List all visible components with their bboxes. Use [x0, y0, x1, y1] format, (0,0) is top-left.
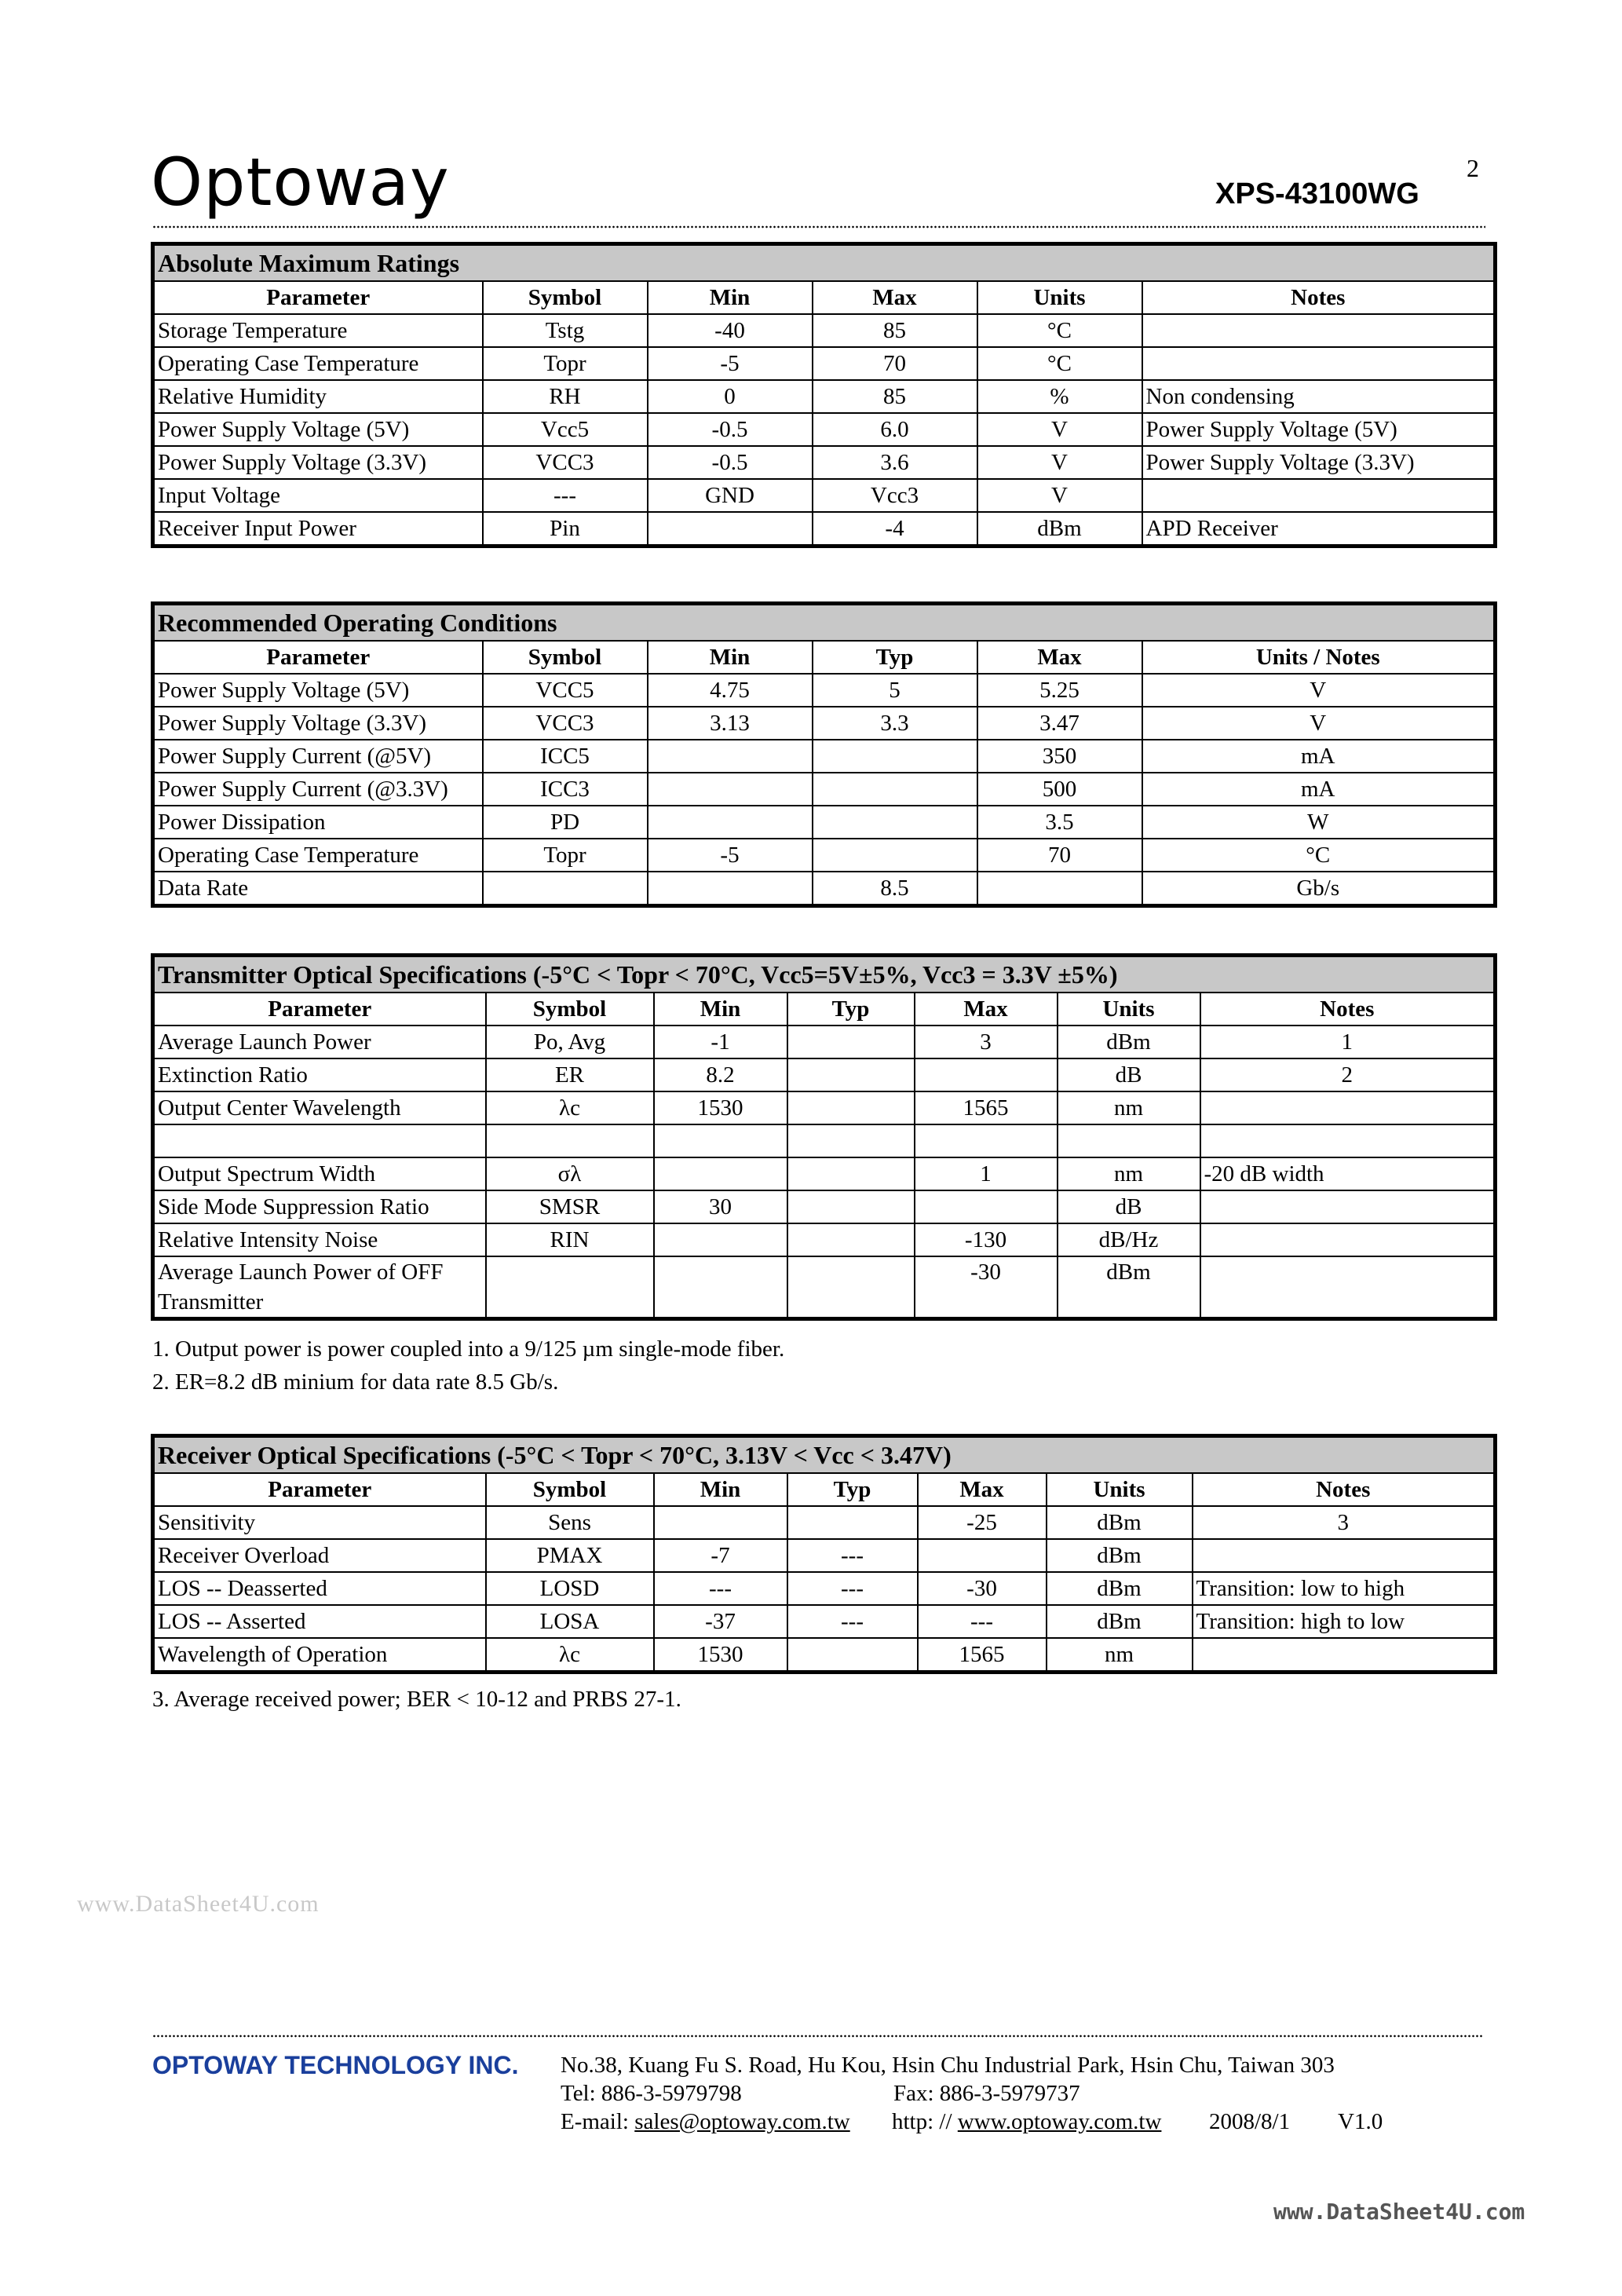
column-header: Parameter	[153, 281, 483, 314]
email-label: E-mail:	[561, 2109, 635, 2134]
notes-cell	[1193, 1638, 1496, 1673]
column-header: Max	[918, 1473, 1047, 1506]
table-row	[153, 806, 1496, 839]
notes-cell	[1193, 1539, 1496, 1572]
units-cell: °C	[977, 347, 1142, 380]
units-cell: V	[977, 446, 1142, 479]
min-cell: 1530	[654, 1091, 787, 1124]
max-cell	[915, 1124, 1058, 1157]
column-header: Parameter	[153, 641, 483, 674]
min-cell: 0	[648, 380, 813, 413]
table-row	[153, 707, 1496, 740]
min-cell: -1	[654, 1026, 787, 1058]
parameter-cell: Receiver Overload	[153, 1539, 486, 1572]
table-row	[153, 1124, 1496, 1157]
symbol-cell: Vcc5	[483, 413, 648, 446]
footer-date: 2008/8/1	[1209, 2109, 1291, 2134]
symbol-cell: LOSD	[486, 1572, 654, 1605]
column-header: Max	[977, 641, 1142, 674]
parameter-cell: Storage Temperature	[153, 314, 483, 347]
notes-cell: Transition: low to high	[1193, 1572, 1496, 1605]
typ-cell: 3.3	[813, 707, 977, 740]
parameter-cell: Power Supply Voltage (5V)	[153, 413, 483, 446]
symbol-cell: ICC5	[483, 740, 648, 773]
symbol-cell	[483, 872, 648, 906]
units-cell: dBm	[1058, 1026, 1200, 1058]
notes-cell: APD Receiver	[1142, 512, 1496, 547]
symbol-cell: RH	[483, 380, 648, 413]
parameter-cell: Data Rate	[153, 872, 483, 906]
units-cell: V	[1142, 674, 1496, 707]
parameter-cell: Output Center Wavelength	[153, 1091, 486, 1124]
parameter-cell	[153, 1124, 486, 1157]
symbol-cell: VCC3	[483, 707, 648, 740]
transmitter-note-2: 2. ER=8.2 dB minium for data rate 8.5 Gb/s.	[152, 1369, 559, 1395]
min-cell: 3.13	[648, 707, 813, 740]
typ-cell	[813, 806, 977, 839]
max-cell: 85	[813, 314, 977, 347]
min-cell: 1530	[654, 1638, 787, 1673]
table-header-row	[153, 641, 1496, 674]
notes-cell	[1200, 1256, 1496, 1319]
max-cell: 5.25	[977, 674, 1142, 707]
units-cell: dBm	[977, 512, 1142, 547]
watermark-right: www.DataSheet4U.com	[1273, 2199, 1525, 2225]
notes-cell: Non condensing	[1142, 380, 1496, 413]
column-header: Notes	[1193, 1473, 1496, 1506]
units-cell: dB/Hz	[1058, 1223, 1200, 1256]
min-cell	[654, 1256, 787, 1319]
table-title: Receiver Optical Specifications (-5°C < Topr < 70°C, 3.13V < Vcc < 3.47V)	[153, 1436, 1496, 1474]
table-row	[153, 413, 1496, 446]
parameter-cell: Power Dissipation	[153, 806, 483, 839]
company-logo: Optoway	[151, 144, 450, 221]
min-cell: 4.75	[648, 674, 813, 707]
parameter-cell: Output Spectrum Width	[153, 1157, 486, 1190]
units-cell: nm	[1047, 1638, 1193, 1673]
table-row	[153, 1223, 1496, 1256]
symbol-cell: ER	[486, 1058, 654, 1091]
symbol-cell: λc	[486, 1091, 654, 1124]
typ-cell	[787, 1506, 918, 1539]
typ-cell	[787, 1026, 915, 1058]
symbol-cell	[486, 1256, 654, 1319]
symbol-cell: Topr	[483, 347, 648, 380]
parameter-cell: Power Supply Current (@5V)	[153, 740, 483, 773]
watermark-left: www.DataSheet4U.com	[77, 1891, 320, 1917]
column-header: Symbol	[483, 641, 648, 674]
table-row	[153, 773, 1496, 806]
units-cell: dBm	[1047, 1506, 1193, 1539]
parameter-cell: Sensitivity	[153, 1506, 486, 1539]
symbol-cell: Topr	[483, 839, 648, 872]
min-cell	[648, 740, 813, 773]
receiver-note: 3. Average received power; BER < 10-12 and PRBS 27-1.	[152, 1687, 681, 1712]
units-cell: dB	[1058, 1190, 1200, 1223]
notes-cell: Power Supply Voltage (5V)	[1142, 413, 1496, 446]
notes-cell: Transition: high to low	[1193, 1605, 1496, 1638]
max-cell: 85	[813, 380, 977, 413]
units-cell: W	[1142, 806, 1496, 839]
table-row	[153, 512, 1496, 547]
table-row	[153, 1539, 1496, 1572]
typ-cell: ---	[787, 1539, 918, 1572]
min-cell	[654, 1506, 787, 1539]
max-cell	[915, 1058, 1058, 1091]
max-cell: Vcc3	[813, 479, 977, 512]
min-cell	[648, 872, 813, 906]
table-row	[153, 1026, 1496, 1058]
max-cell: 3.5	[977, 806, 1142, 839]
footer-address: No.38, Kuang Fu S. Road, Hu Kou, Hsin Chu Industrial Park, Hsin Chu, Taiwan 303	[561, 2053, 1335, 2078]
footer-email-line	[561, 2109, 850, 2135]
typ-cell	[787, 1124, 915, 1157]
symbol-cell: Pin	[483, 512, 648, 547]
column-header: Typ	[787, 993, 915, 1026]
column-header: Min	[654, 1473, 787, 1506]
units-cell: mA	[1142, 773, 1496, 806]
min-cell: GND	[648, 479, 813, 512]
table-row	[153, 380, 1496, 413]
table-row	[153, 347, 1496, 380]
parameter-cell: Power Supply Voltage (3.3V)	[153, 446, 483, 479]
column-header: Units	[977, 281, 1142, 314]
symbol-cell: LOSA	[486, 1605, 654, 1638]
typ-cell	[787, 1256, 915, 1319]
units-cell: nm	[1058, 1157, 1200, 1190]
max-cell: 1	[915, 1157, 1058, 1190]
transmitter-note-1: 1. Output power is power coupled into a 9/125 µm single-mode fiber.	[152, 1336, 785, 1362]
table-row	[153, 446, 1496, 479]
units-cell: mA	[1142, 740, 1496, 773]
min-cell: -5	[648, 347, 813, 380]
typ-cell	[787, 1157, 915, 1190]
header-divider	[152, 225, 1485, 229]
column-header: Notes	[1142, 281, 1496, 314]
column-header: Symbol	[486, 993, 654, 1026]
transmitter-optical-specifications-table	[151, 953, 1497, 1321]
notes-cell	[1142, 479, 1496, 512]
table-row	[153, 1256, 1496, 1319]
table-row	[153, 839, 1496, 872]
footer-company-name: OPTOWAY TECHNOLOGY INC.	[152, 2051, 519, 2079]
parameter-cell: LOS -- Deasserted	[153, 1572, 486, 1605]
parameter-cell: Side Mode Suppression Ratio	[153, 1190, 486, 1223]
http-label: http: //	[892, 2109, 958, 2134]
typ-cell	[787, 1638, 918, 1673]
notes-cell	[1200, 1190, 1496, 1223]
column-header: Min	[648, 281, 813, 314]
typ-cell	[787, 1223, 915, 1256]
symbol-cell: VCC5	[483, 674, 648, 707]
min-cell: -37	[654, 1605, 787, 1638]
typ-cell: 5	[813, 674, 977, 707]
column-header: Max	[813, 281, 977, 314]
table-row	[153, 1157, 1496, 1190]
max-cell: -30	[918, 1572, 1047, 1605]
table-row	[153, 1605, 1496, 1638]
units-cell: dB	[1058, 1058, 1200, 1091]
symbol-cell: Sens	[486, 1506, 654, 1539]
parameter-cell: Operating Case Temperature	[153, 347, 483, 380]
notes-cell	[1200, 1223, 1496, 1256]
recommended-operating-conditions-table	[151, 601, 1497, 908]
table-row	[153, 1572, 1496, 1605]
min-cell: -0.5	[648, 413, 813, 446]
parameter-cell: Power Supply Voltage (3.3V)	[153, 707, 483, 740]
table-title: Absolute Maximum Ratings	[153, 244, 1496, 282]
column-header: Symbol	[483, 281, 648, 314]
column-header: Units	[1047, 1473, 1193, 1506]
parameter-cell: Wavelength of Operation	[153, 1638, 486, 1673]
max-cell: -4	[813, 512, 977, 547]
parameter-cell: Power Supply Current (@3.3V)	[153, 773, 483, 806]
footer-web-line	[892, 2109, 1161, 2135]
max-cell: 3.47	[977, 707, 1142, 740]
min-cell: -0.5	[648, 446, 813, 479]
column-header: Min	[648, 641, 813, 674]
column-header: Parameter	[153, 1473, 486, 1506]
notes-cell: -20 dB width	[1200, 1157, 1496, 1190]
column-header: Symbol	[486, 1473, 654, 1506]
table-header-row	[153, 1473, 1496, 1506]
notes-cell	[1200, 1124, 1496, 1157]
max-cell: 350	[977, 740, 1142, 773]
max-cell: 3.6	[813, 446, 977, 479]
min-cell: 8.2	[654, 1058, 787, 1091]
units-cell	[1058, 1124, 1200, 1157]
parameter-cell: Relative Intensity Noise	[153, 1223, 486, 1256]
table-row	[153, 674, 1496, 707]
units-cell: V	[1142, 707, 1496, 740]
max-cell	[915, 1190, 1058, 1223]
max-cell: 6.0	[813, 413, 977, 446]
column-header: Units / Notes	[1142, 641, 1496, 674]
units-cell: dBm	[1058, 1256, 1200, 1319]
table-row	[153, 1638, 1496, 1673]
max-cell: 500	[977, 773, 1142, 806]
symbol-cell: SMSR	[486, 1190, 654, 1223]
min-cell	[648, 773, 813, 806]
symbol-cell: ---	[483, 479, 648, 512]
parameter-cell: Extinction Ratio	[153, 1058, 486, 1091]
symbol-cell: RIN	[486, 1223, 654, 1256]
table-header-row	[153, 281, 1496, 314]
min-cell	[654, 1223, 787, 1256]
typ-cell	[813, 740, 977, 773]
units-cell: °C	[977, 314, 1142, 347]
max-cell: 1565	[915, 1091, 1058, 1124]
parameter-cell: Average Launch Power	[153, 1026, 486, 1058]
table-row	[153, 479, 1496, 512]
min-cell: -7	[654, 1539, 787, 1572]
max-cell: ---	[918, 1605, 1047, 1638]
units-cell: V	[977, 479, 1142, 512]
symbol-cell: ICC3	[483, 773, 648, 806]
table-row	[153, 1190, 1496, 1223]
footer-version: V1.0	[1338, 2109, 1383, 2134]
column-header: Notes	[1200, 993, 1496, 1026]
min-cell	[648, 512, 813, 547]
symbol-cell: VCC3	[483, 446, 648, 479]
typ-cell: ---	[787, 1572, 918, 1605]
parameter-cell: Operating Case Temperature	[153, 839, 483, 872]
parameter-cell: LOS -- Asserted	[153, 1605, 486, 1638]
typ-cell	[787, 1091, 915, 1124]
units-cell: dBm	[1047, 1605, 1193, 1638]
min-cell	[654, 1124, 787, 1157]
notes-cell: 3	[1193, 1506, 1496, 1539]
min-cell: -5	[648, 839, 813, 872]
page-number: 2	[1467, 154, 1479, 182]
symbol-cell: PD	[483, 806, 648, 839]
table-row	[153, 740, 1496, 773]
email-link[interactable]: sales@optoway.com.tw	[634, 2109, 850, 2134]
units-cell: nm	[1058, 1091, 1200, 1124]
max-cell: -25	[918, 1506, 1047, 1539]
symbol-cell: λc	[486, 1638, 654, 1673]
min-cell: ---	[654, 1572, 787, 1605]
column-header: Min	[654, 993, 787, 1026]
notes-cell: 1	[1200, 1026, 1496, 1058]
table-row	[153, 314, 1496, 347]
website-link[interactable]: www.optoway.com.tw	[957, 2109, 1162, 2134]
parameter-cell: Power Supply Voltage (5V)	[153, 674, 483, 707]
min-cell: -40	[648, 314, 813, 347]
symbol-cell: PMAX	[486, 1539, 654, 1572]
footer-divider	[152, 2034, 1484, 2038]
table-title: Recommended Operating Conditions	[153, 604, 1496, 642]
table-title: Transmitter Optical Specifications (-5°C < Topr < 70°C, Vcc5=5V±5%, Vcc3 = 3.3V ±5%)	[153, 956, 1496, 993]
footer-tel: Tel: 886-3-5979798	[561, 2081, 742, 2106]
units-cell: %	[977, 380, 1142, 413]
notes-cell	[1142, 314, 1496, 347]
absolute-maximum-ratings-table	[151, 242, 1497, 548]
max-cell: 1565	[918, 1638, 1047, 1673]
parameter-cell: Relative Humidity	[153, 380, 483, 413]
units-cell: V	[977, 413, 1142, 446]
parameter-cell: Average Launch Power of OFF Transmitter	[153, 1256, 486, 1319]
units-cell: dBm	[1047, 1539, 1193, 1572]
notes-cell: 2	[1200, 1058, 1496, 1091]
model-number: XPS-43100WG	[1215, 177, 1419, 210]
max-cell: 70	[977, 839, 1142, 872]
table-header-row	[153, 993, 1496, 1026]
table-row	[153, 1091, 1496, 1124]
column-header: Parameter	[153, 993, 486, 1026]
min-cell	[654, 1157, 787, 1190]
parameter-cell: Input Voltage	[153, 479, 483, 512]
symbol-cell	[486, 1124, 654, 1157]
table-row	[153, 872, 1496, 906]
typ-cell: ---	[787, 1605, 918, 1638]
typ-cell: 8.5	[813, 872, 977, 906]
table-row	[153, 1058, 1496, 1091]
max-cell: -130	[915, 1223, 1058, 1256]
notes-cell	[1142, 347, 1496, 380]
column-header: Typ	[787, 1473, 918, 1506]
units-cell: °C	[1142, 839, 1496, 872]
column-header: Typ	[813, 641, 977, 674]
max-cell: -30	[915, 1256, 1058, 1319]
max-cell	[977, 872, 1142, 906]
table-row	[153, 1506, 1496, 1539]
footer-fax: Fax: 886-3-5979737	[893, 2081, 1080, 2106]
units-cell: dBm	[1047, 1572, 1193, 1605]
typ-cell	[813, 773, 977, 806]
typ-cell	[813, 839, 977, 872]
min-cell: 30	[654, 1190, 787, 1223]
notes-cell	[1200, 1091, 1496, 1124]
symbol-cell: Tstg	[483, 314, 648, 347]
typ-cell	[787, 1190, 915, 1223]
column-header: Units	[1058, 993, 1200, 1026]
notes-cell: Power Supply Voltage (3.3V)	[1142, 446, 1496, 479]
max-cell: 70	[813, 347, 977, 380]
max-cell	[918, 1539, 1047, 1572]
symbol-cell: Po, Avg	[486, 1026, 654, 1058]
typ-cell	[787, 1058, 915, 1091]
parameter-cell: Receiver Input Power	[153, 512, 483, 547]
max-cell: 3	[915, 1026, 1058, 1058]
symbol-cell: σλ	[486, 1157, 654, 1190]
units-cell: Gb/s	[1142, 872, 1496, 906]
min-cell	[648, 806, 813, 839]
receiver-optical-specifications-table	[151, 1434, 1497, 1674]
column-header: Max	[915, 993, 1058, 1026]
